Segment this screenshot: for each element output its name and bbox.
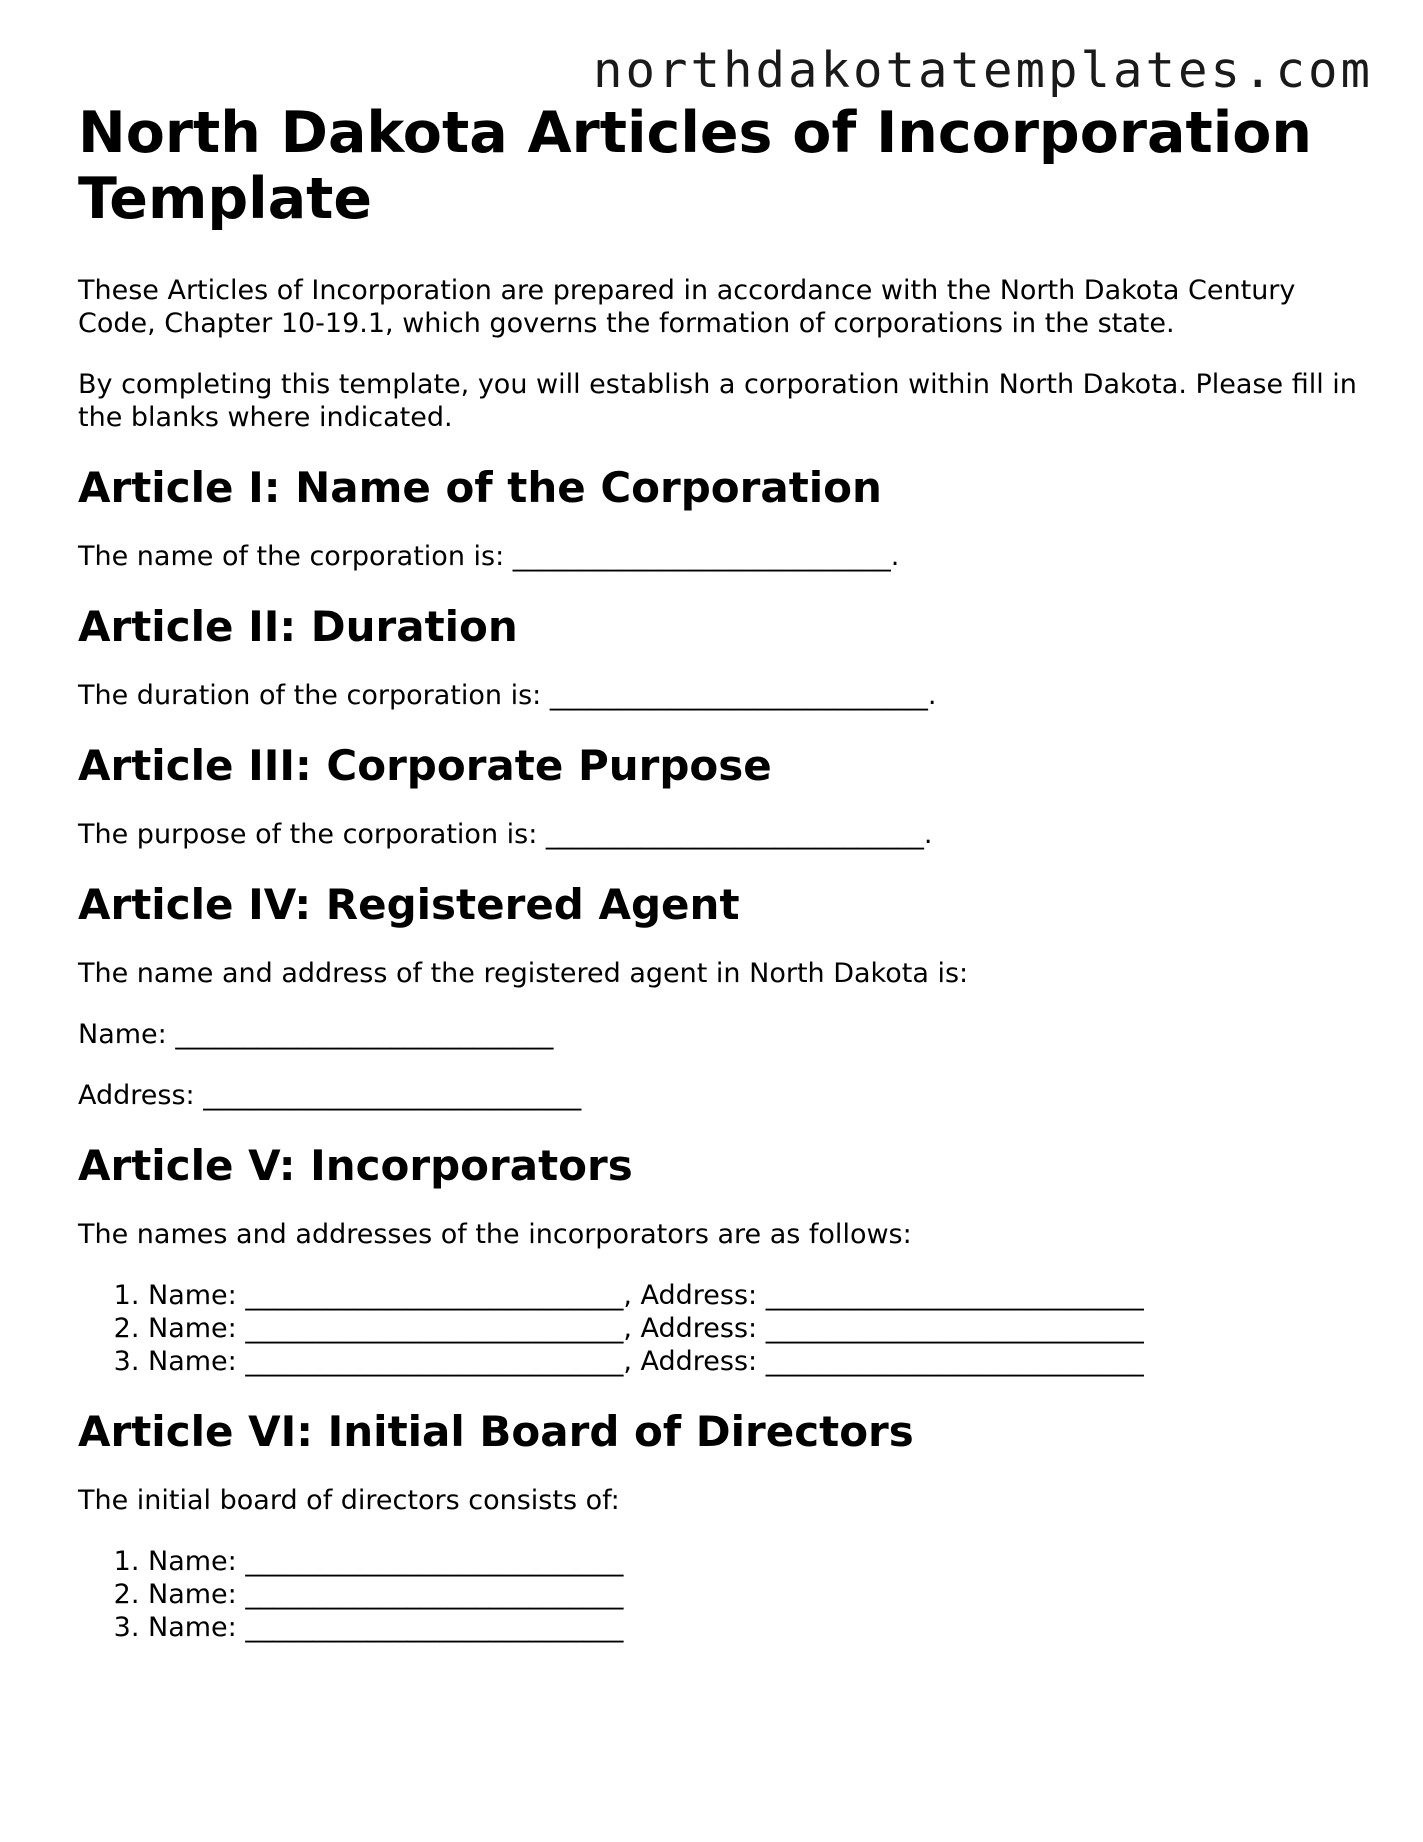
list-item: 3. Name: ____________________________, Address: ____________________________ xyxy=(148,1345,1358,1378)
site-watermark: northdakotatemplates.com xyxy=(592,42,1373,99)
directors-list xyxy=(78,1545,1358,1644)
article-1-section xyxy=(78,462,1358,573)
article-5-text: The names and addresses of the incorporators are as follows: xyxy=(78,1219,912,1250)
incorporators-list xyxy=(78,1279,1358,1378)
article-5-heading: Article V: Incorporators xyxy=(78,1141,633,1190)
document-body xyxy=(78,100,1358,1672)
list-item: 3. Name: ____________________________ xyxy=(148,1611,1358,1644)
article-1-heading: Article I: Name of the Corporation xyxy=(78,463,882,512)
article-3-heading: Article III: Corporate Purpose xyxy=(78,741,772,790)
article-3-text: The purpose of the corporation is: ____________________________. xyxy=(78,819,933,850)
registered-agent-name-field: Name: ____________________________ xyxy=(78,1019,554,1050)
intro-paragraph-1: These Articles of Incorporation are prepared in accordance with the North Dakota Century Code, Chapter 10-19.1, which governs the formation of corporations in the state. xyxy=(78,275,1296,339)
article-6-text: The initial board of directors consists of: xyxy=(78,1485,620,1516)
article-6-heading: Article VI: Initial Board of Directors xyxy=(78,1407,914,1456)
page-title: North Dakota Articles of Incorporation Template xyxy=(78,100,1312,232)
list-item: 2. Name: ____________________________, Address: ____________________________ xyxy=(148,1312,1358,1345)
article-3-section xyxy=(78,740,1358,851)
article-4-text: The name and address of the registered agent in North Dakota is: xyxy=(78,958,969,989)
article-2-section xyxy=(78,601,1358,712)
registered-agent-address-field: Address: ____________________________ xyxy=(78,1080,582,1111)
article-2-text: The duration of the corporation is: ____________________________. xyxy=(78,680,937,711)
article-6-section xyxy=(78,1406,1358,1644)
list-item: 2. Name: ____________________________ xyxy=(148,1578,1358,1611)
list-item: 1. Name: ____________________________ xyxy=(148,1545,1358,1578)
article-4-heading: Article IV: Registered Agent xyxy=(78,880,740,929)
article-5-section xyxy=(78,1140,1358,1378)
list-item: 1. Name: ____________________________, Address: ____________________________ xyxy=(148,1279,1358,1312)
article-1-text: The name of the corporation is: ____________________________. xyxy=(78,541,900,572)
article-2-heading: Article II: Duration xyxy=(78,602,518,651)
intro-paragraph-2: By completing this template, you will establish a corporation within North Dakota. Please fill in the blanks where indicated. xyxy=(78,369,1357,433)
article-4-section xyxy=(78,879,1358,1112)
